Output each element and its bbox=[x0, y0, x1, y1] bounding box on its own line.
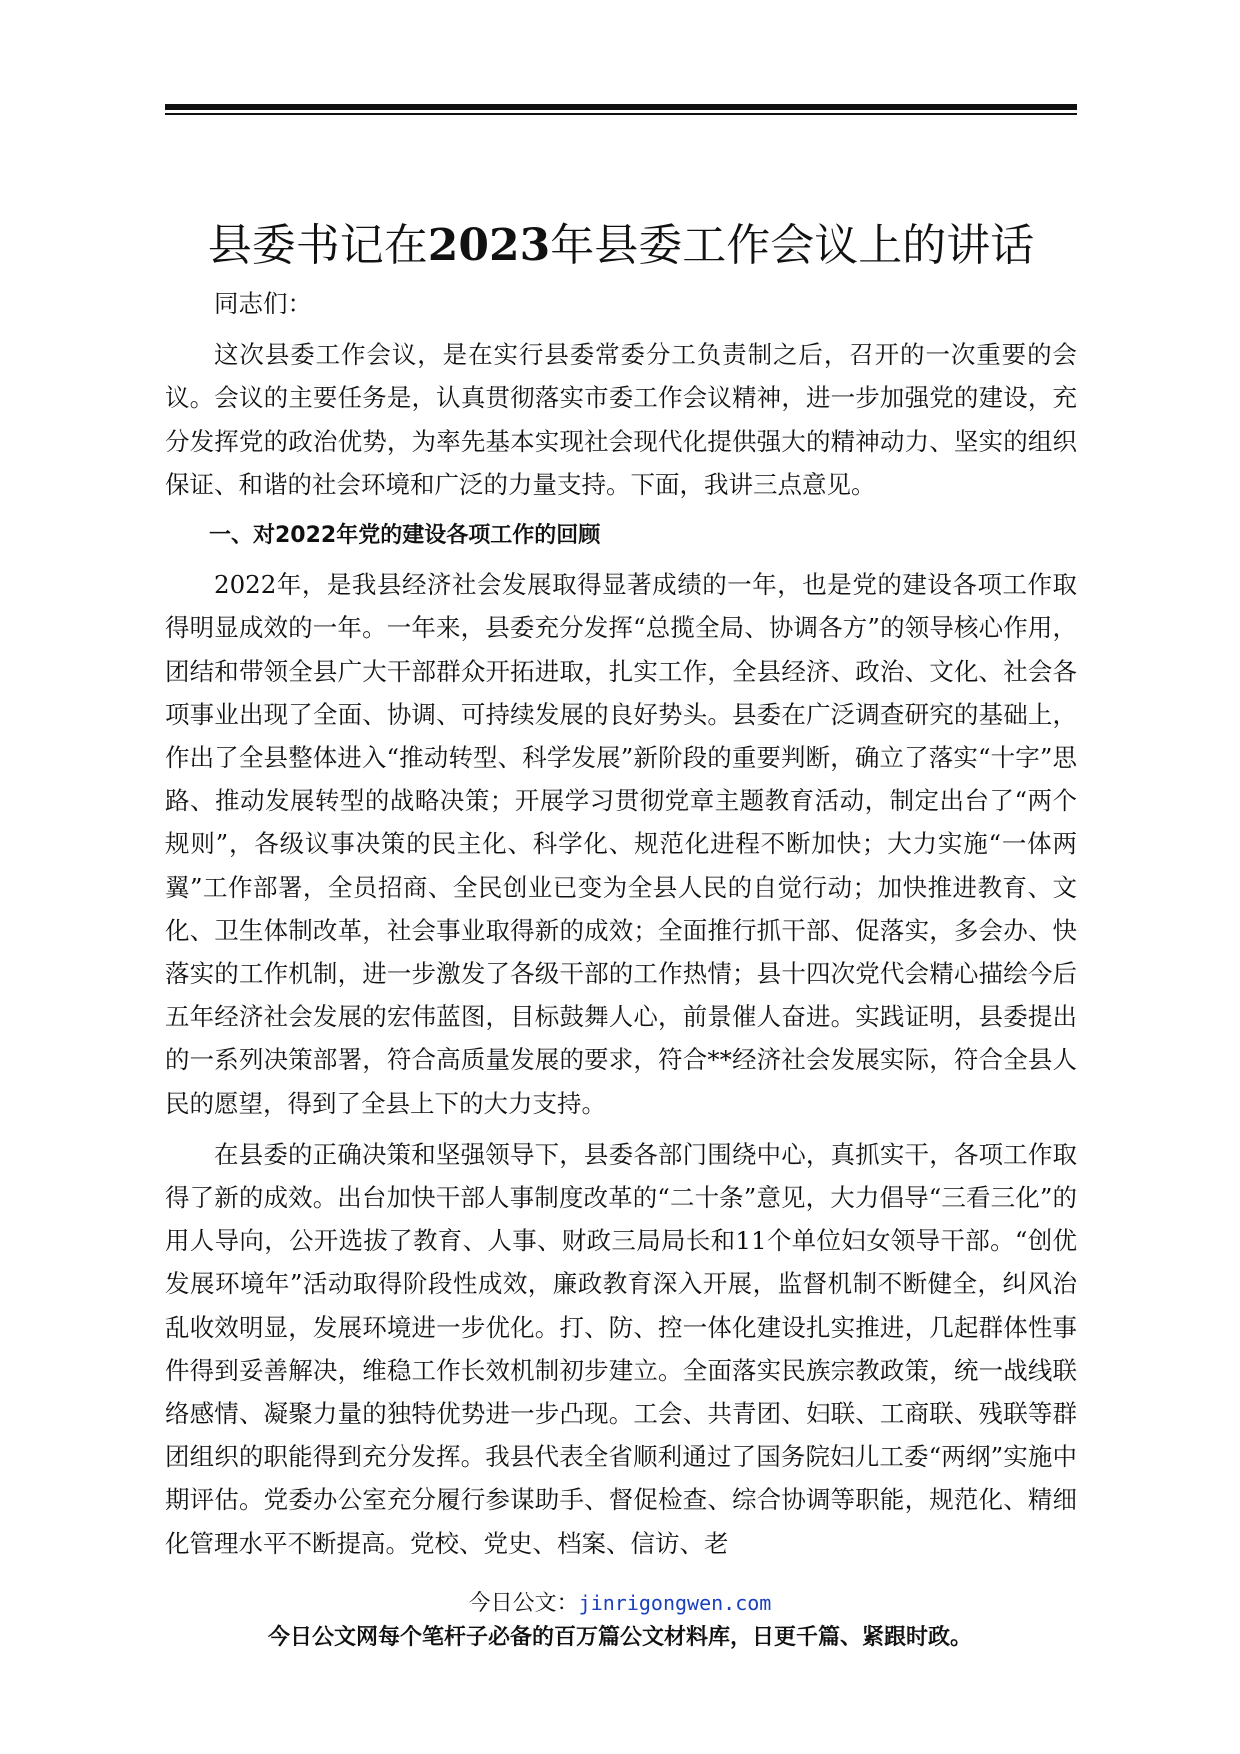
footer-site-line bbox=[0, 1586, 1240, 1621]
document-body bbox=[165, 282, 1077, 1573]
header-rule-thin bbox=[165, 113, 1077, 115]
title-prefix: 县委书记在 bbox=[207, 220, 428, 271]
title-year: 2023 bbox=[427, 220, 551, 271]
footer bbox=[0, 1586, 1240, 1655]
title-suffix: 年县委工作会议上的讲话 bbox=[550, 220, 1035, 271]
footer-site-url[interactable]: jinrigongwen.com bbox=[578, 1591, 772, 1615]
footer-site-label: 今日公文： bbox=[468, 1591, 579, 1616]
section-1-paragraph-2: 在县委的正确决策和坚强领导下，县委各部门围绕中心，真抓实干，各项工作取得了新的成效。出台加快干部人事制度改革的“二十条”意见，大力倡导“三看三化”的用人导向，公开选拔了教育、人事、财政三局局长和11个单位妇女领导干部。“创优发展环境年”活动取得阶段性成效，廉政教育深入开展，监督机制不断健全，纠风治乱收效明显，发展环境进一步优化。打、防、控一体化建设扎实推进，几起群体性事件得到妥善解决，维稳工作长效机制初步建立。全面落实民族宗教政策，统一战线联络感情、凝聚力量的独特优势进一步凸现。工会、共青团、妇联、工商联、残联等群团组织的职能得到充分发挥。我县代表全省顺利通过了国务院妇儿工委“两纲”实施中期评估。党委办公室充分履行参谋助手、督促检查、综合协调等职能，规范化、精细化管理水平不断提高。党校、党史、档案、信访、老 bbox=[165, 1139, 1077, 1558]
page-title bbox=[165, 218, 1077, 274]
header-double-rule bbox=[165, 104, 1077, 115]
salutation: 同志们： bbox=[214, 289, 312, 318]
intro-paragraph: 这次县委工作会议，是在实行县委常委分工负责制之后，召开的一次重要的会议。会议的主要任务是，认真贯彻落实市委工作会议精神，进一步加强党的建设，充分发挥党的政治优势，为率先基本实现社会现代化提供强大的精神动力、坚实的组织保证、和谐的社会环境和广泛的力量支持。下面，我讲三点意见。 bbox=[165, 340, 1077, 499]
section-heading-1: 一、对2022年党的建设各项工作的回顾 bbox=[209, 523, 601, 549]
section-1-paragraph-1: 2022年，是我县经济社会发展取得显著成绩的一年，也是党的建设各项工作取得明显成效的一年。一年来，县委充分发挥“总揽全局、协调各方”的领导核心作用，团结和带领全县广大干部群众开拓进取，扎实工作，全县经济、政治、文化、社会各项事业出现了全面、协调、可持续发展的良好势头。县委在广泛调查研究的基础上，作出了全县整体进入“推动转型、科学发展”新阶段的重要判断，确立了落实“十字”思路、推动发展转型的战略决策；开展学习贯彻党章主题教育活动，制定出台了“两个规则”，各级议事决策的民主化、科学化、规范化进程不断加快；大力实施“一体两翼”工作部署，全员招商、全民创业已变为全县人民的自觉行动；加快推进教育、文化、卫生体制改革，社会事业取得新的成效；全面推行抓干部、促落实，多会办、快落实的工作机制，进一步激发了各级干部的工作热情；县十四次党代会精心描绘今后五年经济社会发展的宏伟蓝图，目标鼓舞人心，前景催人奋进。实践证明，县委提出的一系列决策部署，符合高质量发展的要求，符合**经济社会发展实际，符合全县人民的愿望，得到了全县上下的大力支持。 bbox=[165, 570, 1077, 1118]
footer-slogan: 今日公文网每个笔杆子必备的百万篇公文材料库，日更千篇、紧跟时政。 bbox=[267, 1625, 972, 1650]
